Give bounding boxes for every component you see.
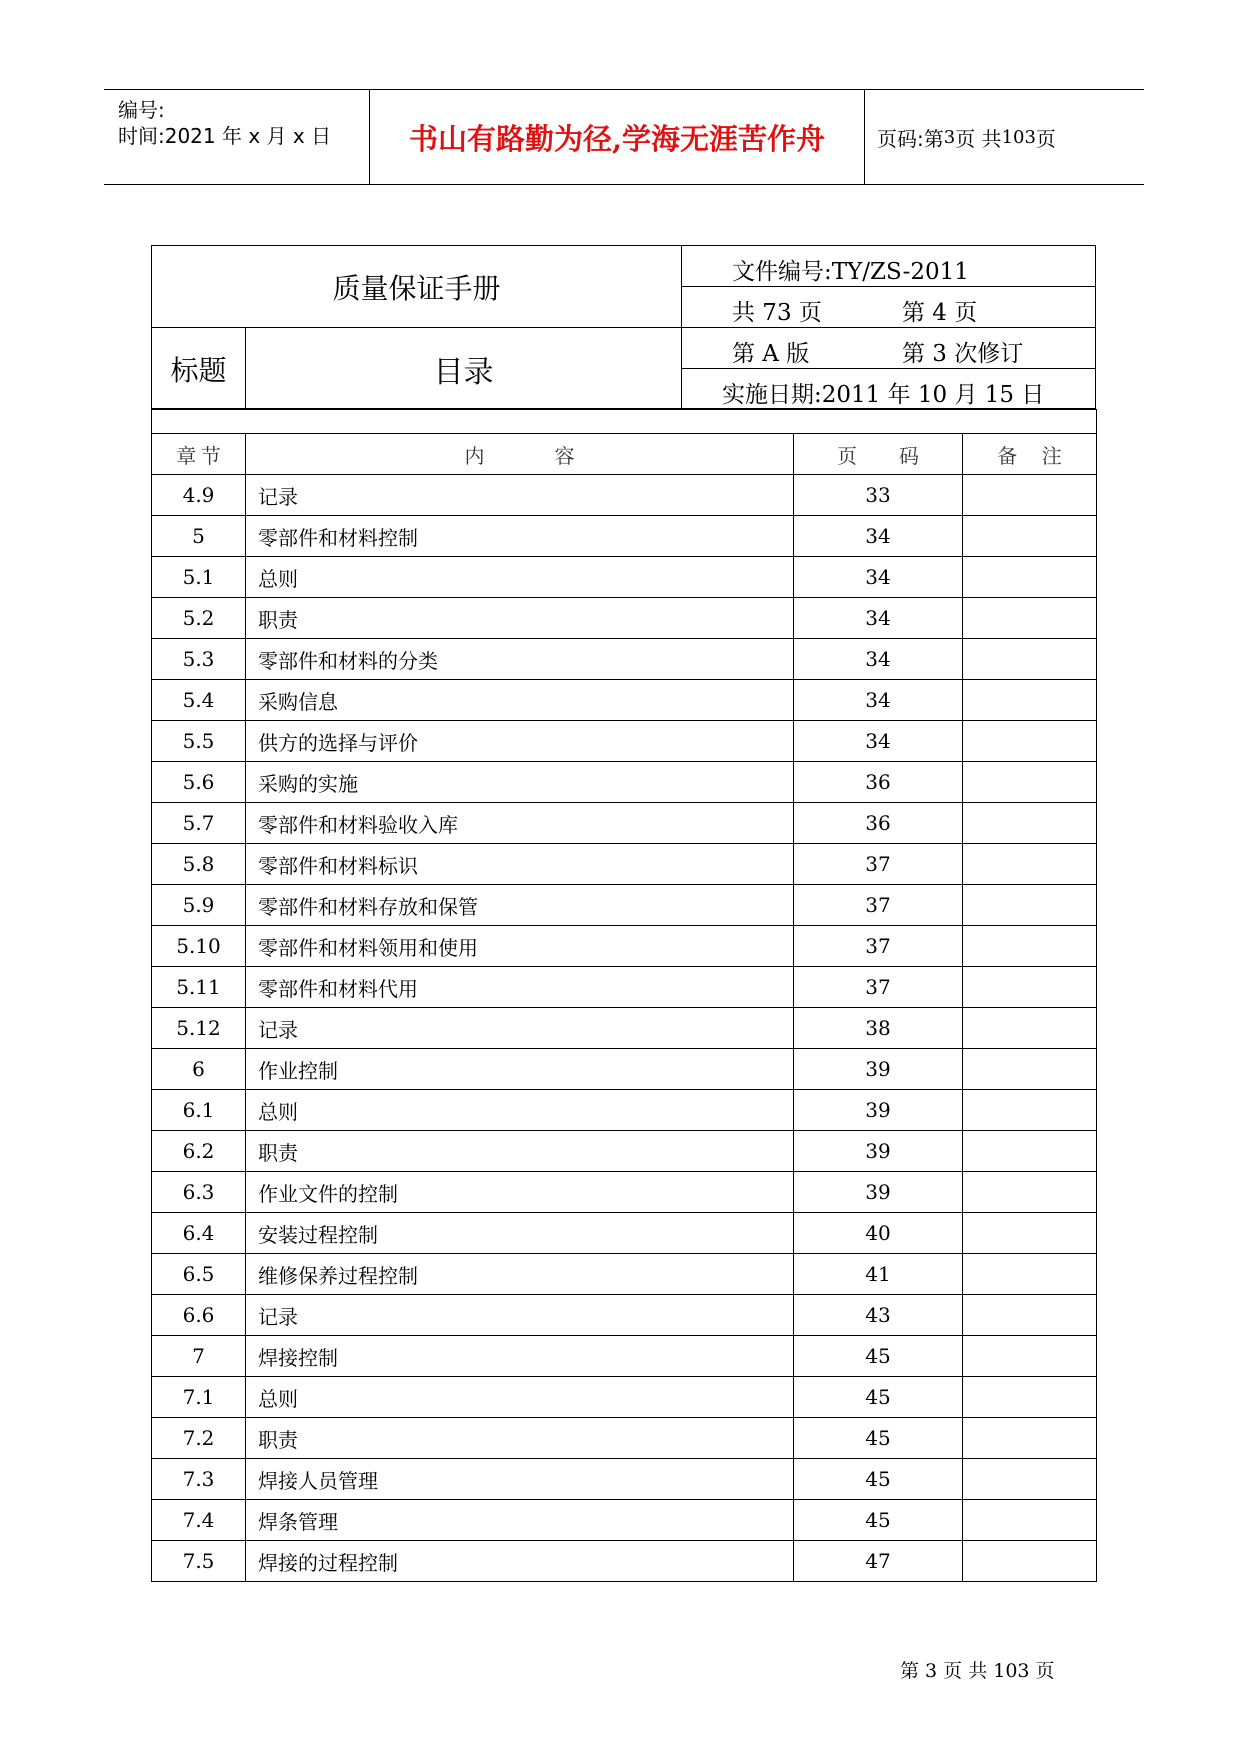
section-title: 焊接的过程控制 (246, 1541, 794, 1582)
header-note: 备 注 (963, 434, 1097, 475)
section-title: 记录 (246, 475, 794, 516)
note-cell (963, 967, 1097, 1008)
note-cell (963, 1377, 1097, 1418)
page-number: 45 (794, 1336, 963, 1377)
section-title: 记录 (246, 1295, 794, 1336)
page-number: 34 (794, 598, 963, 639)
table-row (152, 967, 1097, 1008)
section-number: 7.1 (152, 1377, 246, 1418)
note-cell (963, 1500, 1097, 1541)
section-number: 5.7 (152, 803, 246, 844)
section-title: 零部件和材料代用 (246, 967, 794, 1008)
table-row (152, 1090, 1097, 1131)
note-cell (963, 926, 1097, 967)
version: 第 A 版 (732, 341, 810, 367)
current-page: 第 4 页 (902, 300, 978, 326)
note-cell (963, 1254, 1097, 1295)
time-label: 时间:2021 年 x 月 x 日 (118, 124, 332, 148)
table-row (152, 1541, 1097, 1582)
note-cell (963, 721, 1097, 762)
section-number: 5.11 (152, 967, 246, 1008)
section-title: 作业控制 (246, 1049, 794, 1090)
file-number-row (682, 246, 1096, 287)
section-number: 6.6 (152, 1295, 246, 1336)
note-cell (963, 1541, 1097, 1582)
table-row (152, 1500, 1097, 1541)
note-cell (963, 598, 1097, 639)
page-indicator (865, 90, 1144, 184)
page-number: 39 (794, 1049, 963, 1090)
section-title: 焊接人员管理 (246, 1459, 794, 1500)
page-header (104, 89, 1144, 185)
table-row (152, 598, 1097, 639)
page-total: 103 (1001, 126, 1036, 148)
header-content: 内 容 (246, 434, 794, 475)
number-label: 编号: (118, 98, 165, 122)
section-number: 6.1 (152, 1090, 246, 1131)
note-cell (963, 1459, 1097, 1500)
section-number: 7.4 (152, 1500, 246, 1541)
page-prefix: 页码:第 (877, 126, 944, 151)
section-number: 6.4 (152, 1213, 246, 1254)
page-number: 39 (794, 1090, 963, 1131)
table-header-row (152, 434, 1097, 475)
table-row (152, 1172, 1097, 1213)
table-row (152, 516, 1097, 557)
note-cell (963, 516, 1097, 557)
section-number: 6.2 (152, 1131, 246, 1172)
table-row (152, 885, 1097, 926)
table-row (152, 803, 1097, 844)
section-number: 7.5 (152, 1541, 246, 1582)
table-row (152, 1213, 1097, 1254)
section-title: 零部件和材料控制 (246, 516, 794, 557)
note-cell (963, 1172, 1097, 1213)
table-row (152, 1459, 1097, 1500)
page-number: 40 (794, 1213, 963, 1254)
revision: 第 3 次修订 (902, 341, 1024, 367)
page-current: 3 (943, 126, 956, 148)
header-page: 页 码 (794, 434, 963, 475)
page-number: 37 (794, 967, 963, 1008)
section-title: 记录 (246, 1008, 794, 1049)
note-cell (963, 885, 1097, 926)
section-title: 零部件和材料的分类 (246, 639, 794, 680)
section-title: 维修保养过程控制 (246, 1254, 794, 1295)
table-row (152, 926, 1097, 967)
section-title: 总则 (246, 1377, 794, 1418)
table-row (152, 844, 1097, 885)
doc-info-block (151, 245, 1096, 409)
page-number: 37 (794, 844, 963, 885)
table-row (152, 639, 1097, 680)
section-number: 5 (152, 516, 246, 557)
section-title: 职责 (246, 598, 794, 639)
note-cell (963, 1295, 1097, 1336)
title-value: 目录 (246, 328, 682, 409)
section-title: 零部件和材料存放和保管 (246, 885, 794, 926)
section-number: 5.2 (152, 598, 246, 639)
page-number: 33 (794, 475, 963, 516)
table-row (152, 680, 1097, 721)
table-row (152, 1418, 1097, 1459)
section-number: 7 (152, 1336, 246, 1377)
note-cell (963, 803, 1097, 844)
section-number: 4.9 (152, 475, 246, 516)
note-cell (963, 1049, 1097, 1090)
section-title: 零部件和材料标识 (246, 844, 794, 885)
section-title: 零部件和材料验收入库 (246, 803, 794, 844)
section-title: 总则 (246, 1090, 794, 1131)
section-title: 采购信息 (246, 680, 794, 721)
table-row (152, 1049, 1097, 1090)
section-number: 5.1 (152, 557, 246, 598)
page-number: 41 (794, 1254, 963, 1295)
section-title: 作业文件的控制 (246, 1172, 794, 1213)
section-title: 焊条管理 (246, 1500, 794, 1541)
slogan: 书山有路勤为径,学海无涯苦作舟 (370, 90, 865, 184)
section-title: 供方的选择与评价 (246, 721, 794, 762)
section-number: 6 (152, 1049, 246, 1090)
note-cell (963, 1418, 1097, 1459)
page-number: 45 (794, 1500, 963, 1541)
version-row (682, 328, 1096, 369)
section-number: 5.12 (152, 1008, 246, 1049)
section-title: 安装过程控制 (246, 1213, 794, 1254)
section-number: 6.5 (152, 1254, 246, 1295)
table-spacer-row (152, 410, 1097, 434)
page-number: 45 (794, 1418, 963, 1459)
section-title: 职责 (246, 1418, 794, 1459)
page-number: 37 (794, 885, 963, 926)
section-number: 7.2 (152, 1418, 246, 1459)
note-cell (963, 1090, 1097, 1131)
section-title: 焊接控制 (246, 1336, 794, 1377)
section-title: 采购的实施 (246, 762, 794, 803)
page-number: 38 (794, 1008, 963, 1049)
page-number: 43 (794, 1295, 963, 1336)
page-number: 37 (794, 926, 963, 967)
section-number: 5.3 (152, 639, 246, 680)
note-cell (963, 844, 1097, 885)
section-number: 6.3 (152, 1172, 246, 1213)
note-cell (963, 1336, 1097, 1377)
header-meta (104, 90, 370, 184)
note-cell (963, 1131, 1097, 1172)
page-number: 34 (794, 516, 963, 557)
note-cell (963, 680, 1097, 721)
section-number: 5.10 (152, 926, 246, 967)
note-cell (963, 639, 1097, 680)
total-pages: 共 73 页 (732, 300, 822, 326)
page-number: 34 (794, 639, 963, 680)
note-cell (963, 762, 1097, 803)
section-number: 5.6 (152, 762, 246, 803)
page-number: 36 (794, 803, 963, 844)
table-row (152, 721, 1097, 762)
title-label: 标题 (152, 328, 246, 409)
page-number: 34 (794, 680, 963, 721)
header-chapter: 章 节 (152, 434, 246, 475)
page-number: 39 (794, 1131, 963, 1172)
section-number: 7.3 (152, 1459, 246, 1500)
note-cell (963, 1008, 1097, 1049)
table-row (152, 557, 1097, 598)
table-row (152, 1254, 1097, 1295)
manual-title: 质量保证手册 (152, 246, 682, 328)
page-footer: 第 3 页 共 103 页 (900, 1660, 1055, 1682)
table-row (152, 1008, 1097, 1049)
section-title: 职责 (246, 1131, 794, 1172)
page-suffix: 页 (1035, 126, 1056, 151)
section-number: 5.8 (152, 844, 246, 885)
table-row (152, 1336, 1097, 1377)
page-number: 36 (794, 762, 963, 803)
page-number: 45 (794, 1377, 963, 1418)
contents-table (151, 409, 1097, 1582)
page-number: 39 (794, 1172, 963, 1213)
page-number: 34 (794, 721, 963, 762)
note-cell (963, 475, 1097, 516)
table-row (152, 1295, 1097, 1336)
page-number: 34 (794, 557, 963, 598)
section-number: 5.4 (152, 680, 246, 721)
page-mid: 页 共 (955, 126, 1002, 151)
total-pages-row (682, 287, 1096, 328)
table-row (152, 762, 1097, 803)
section-number: 5.9 (152, 885, 246, 926)
page-number: 45 (794, 1459, 963, 1500)
note-cell (963, 1213, 1097, 1254)
section-title: 总则 (246, 557, 794, 598)
note-cell (963, 557, 1097, 598)
table-row (152, 1131, 1097, 1172)
section-title: 零部件和材料领用和使用 (246, 926, 794, 967)
section-number: 5.5 (152, 721, 246, 762)
effective-date: 实施日期:2011 年 10 月 15 日 (722, 382, 1045, 408)
table-row (152, 1377, 1097, 1418)
file-number: 文件编号:TY/ZS-2011 (732, 259, 969, 285)
effective-date-row (682, 369, 1096, 410)
table-row (152, 475, 1097, 516)
page-number: 47 (794, 1541, 963, 1582)
